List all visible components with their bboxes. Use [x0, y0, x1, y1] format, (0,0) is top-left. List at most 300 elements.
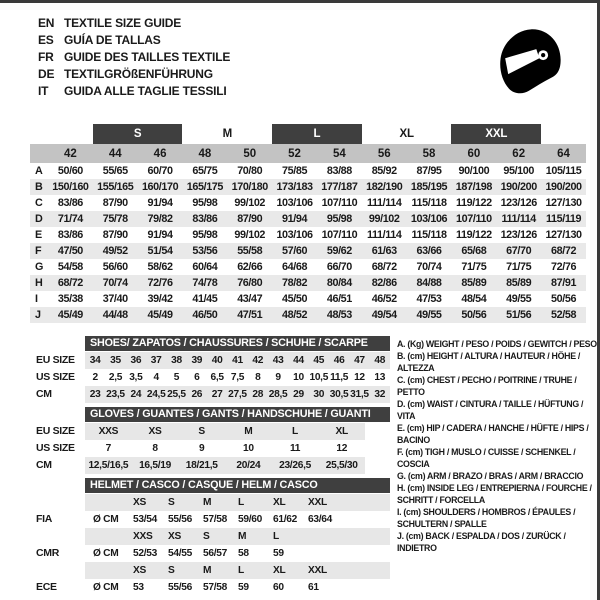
measurement-value: 59	[273, 548, 284, 559]
measurement-value: 50/60	[57, 165, 83, 177]
size-cell: 12,5/16,5	[88, 460, 129, 471]
size-number-cell: 58	[407, 144, 452, 163]
size-cell: 47	[354, 355, 365, 366]
measurement-value: 123/126	[500, 197, 537, 209]
legend-item: J. (cm) BACK / ESPALDA / DOS / ZURÜCK / INDIETRO	[397, 531, 566, 553]
size-row	[30, 369, 392, 386]
measurement-value: 78/82	[272, 275, 317, 291]
measurement-row	[30, 259, 586, 275]
measurement-value: 48/54	[461, 293, 487, 305]
measurement-value: 85/89	[496, 275, 541, 291]
measurement-value: 55/56	[168, 514, 192, 525]
row-label: EU SIZE	[36, 425, 75, 437]
measurement-value: 58/62	[147, 261, 173, 273]
size-group-cell	[541, 124, 586, 144]
size-cell: 39	[191, 355, 203, 366]
size-cell: 11	[289, 443, 301, 454]
measurement-value: 46/51	[326, 293, 352, 305]
guide-title-text: GUIDE DES TAILLES TEXTILE	[64, 50, 231, 64]
size-cell: 38	[171, 355, 182, 366]
size-cell: 48	[374, 355, 386, 366]
measurement-row	[30, 243, 586, 259]
measurement-value: 119/122	[456, 229, 492, 241]
measurement-letter: C	[35, 197, 43, 209]
measurement-value: 72/76	[551, 261, 577, 273]
measurement-value: 103/106	[276, 229, 313, 241]
measurement-value: 103/106	[407, 211, 452, 227]
measurement-value: 62/66	[237, 261, 263, 273]
size-cell: M	[244, 426, 253, 437]
measurement-value: 47/53	[416, 293, 442, 305]
measurement-value: 51/56	[496, 307, 541, 323]
measurement-value: 95/98	[192, 197, 218, 209]
size-cell: 43	[272, 355, 284, 366]
measurement-value: 67/70	[496, 243, 541, 259]
measurement-value: 111/114	[496, 211, 541, 227]
size-cell: 12	[354, 372, 365, 383]
measurement-value: 85/92	[371, 165, 397, 177]
helmet-data-row	[30, 579, 392, 596]
size-cell: M	[238, 531, 247, 542]
measurement-row	[30, 163, 586, 179]
size-cell: S	[168, 565, 175, 576]
measurement-value: 48/53	[317, 307, 362, 323]
size-cell: 6,5	[210, 372, 224, 383]
measurement-row	[30, 291, 586, 307]
measurement-value: 63/66	[407, 243, 452, 259]
size-number-cell: 64	[541, 144, 586, 163]
measurement-value: 72/76	[138, 275, 183, 291]
measurement-value: 70/80	[237, 165, 263, 177]
measurement-value: 45/50	[282, 293, 308, 305]
measurement-value: 170/180	[227, 179, 272, 195]
language-title	[38, 83, 230, 100]
size-cell: XS	[148, 426, 162, 437]
measurement-value: 75/85	[282, 165, 308, 177]
size-cell: XL	[273, 497, 286, 508]
size-number-cell: 48	[182, 144, 227, 163]
size-cell: XXL	[308, 565, 327, 576]
size-cell: XL	[273, 565, 286, 576]
size-cell: 25,5/30	[325, 460, 358, 471]
measurement-value: 91/94	[147, 197, 173, 209]
measurement-value: 39/42	[147, 293, 173, 305]
guide-title-text: GUÍA DE TALLAS	[64, 33, 161, 47]
measurement-value: 35/38	[57, 293, 83, 305]
measurement-value: 173/183	[272, 179, 317, 195]
measurement-value: 52/58	[541, 307, 586, 323]
measurement-value: 61	[308, 582, 319, 593]
size-number-cell: 46	[138, 144, 183, 163]
measurement-value: 60/70	[147, 165, 173, 177]
measurement-value: 182/190	[362, 179, 407, 195]
size-cell: 8	[255, 372, 261, 383]
size-group-cell: M	[222, 128, 232, 140]
helmet-table	[30, 478, 392, 596]
size-cell: 8	[152, 443, 158, 454]
measurement-value: 56/57	[203, 548, 227, 559]
row-label: CM	[36, 388, 52, 400]
measurement-value: 54/58	[57, 261, 83, 273]
measurement-value: 52/53	[133, 548, 157, 559]
measurement-value: 65/75	[192, 165, 218, 177]
measurement-value: 71/75	[506, 261, 532, 273]
diameter-unit: Ø CM	[93, 548, 119, 559]
measurement-value: 83/86	[57, 229, 83, 241]
measurement-value: 45/49	[138, 307, 183, 323]
measurement-value: 115/118	[411, 197, 447, 209]
size-cell: 13	[374, 372, 386, 383]
measurement-value: 65/68	[451, 243, 496, 259]
size-row	[30, 386, 392, 403]
measurement-value: 123/126	[500, 229, 537, 241]
legend-item: F. (cm) TIGH / MUSLO / CUISSE / SCHENKEL / COSCIA	[397, 447, 576, 469]
size-cell: 44	[293, 355, 304, 366]
legend-item: D. (cm) WAIST / CINTURA / TAILLE / HÜFTUNG / VITA	[397, 399, 584, 421]
legend-item: I. (cm) SHOULDERS / HOMBROS / ÉPAULES / SCHULTERN / SPALLE	[397, 507, 576, 529]
measurement-value: 190/200	[496, 179, 541, 195]
size-cell: L	[273, 531, 279, 542]
measurement-value: 95/98	[192, 229, 218, 241]
measurement-value: 177/187	[317, 179, 362, 195]
measurement-value: 46/52	[371, 293, 397, 305]
size-cell: S	[198, 426, 205, 437]
diameter-unit: Ø CM	[93, 582, 119, 593]
size-cell: 9	[198, 443, 205, 454]
measurement-value: 49/55	[407, 307, 452, 323]
size-cell: 9	[275, 372, 281, 383]
measurement-letter: J	[30, 307, 48, 323]
measurement-value: 61/63	[362, 243, 407, 259]
measurement-value: 37/40	[102, 293, 128, 305]
size-cell: 35	[110, 355, 121, 366]
measurement-value: 49/52	[93, 243, 138, 259]
shoes-table-title: SHOES/ ZAPATOS / CHAUSSURES / SCHUHE / SCARPE	[85, 336, 390, 351]
measurement-value: 47/50	[48, 243, 93, 259]
measurement-value: 75/78	[93, 211, 138, 227]
row-label: EU SIZE	[36, 354, 75, 366]
measurement-value: 53/56	[182, 243, 227, 259]
size-cell: 45	[313, 355, 325, 366]
size-cell: 10	[293, 372, 304, 383]
measurement-value: 127/130	[545, 197, 582, 209]
measurement-value: 66/70	[326, 261, 352, 273]
measurement-value: 70/74	[93, 275, 138, 291]
size-row	[30, 440, 392, 457]
language-code: EN	[38, 16, 55, 30]
size-cell: 30,5	[329, 389, 349, 400]
measurement-value: 54/55	[168, 548, 192, 559]
diameter-unit: Ø CM	[93, 514, 119, 525]
measurement-value: 105/115	[545, 165, 582, 177]
measurement-value: 68/72	[371, 261, 397, 273]
measurement-value: 68/72	[48, 275, 93, 291]
measurement-letter: A	[35, 165, 43, 177]
size-cell: M	[203, 565, 212, 576]
measurement-row	[30, 275, 586, 291]
size-cell: 27	[211, 389, 223, 400]
size-cell: 11,5	[330, 372, 349, 383]
measurement-value: 150/160	[48, 179, 93, 195]
size-cell: 2,5	[108, 372, 123, 383]
size-number-cell: 54	[317, 144, 362, 163]
measurement-value: 41/45	[192, 293, 218, 305]
size-cell: 6	[194, 372, 200, 383]
measurement-value: 48/52	[272, 307, 317, 323]
measurement-letter: F	[30, 243, 48, 259]
language-code: FR	[38, 50, 54, 64]
size-cell: 32	[374, 389, 386, 400]
measurement-value: 61/62	[273, 514, 297, 525]
size-cell: 23	[89, 389, 101, 400]
size-cell: 23,5	[106, 389, 125, 400]
legend-item: B. (cm) HEIGHT / ALTURA / HAUTEUR / HÖHE / ALTEZZA	[397, 351, 581, 373]
measurement-value: 165/175	[182, 179, 227, 195]
language-code: IT	[38, 84, 49, 98]
helmet-icon	[493, 21, 569, 103]
size-cell: 20/24	[236, 460, 261, 471]
shoes-table	[30, 336, 392, 403]
measurement-value: 84/88	[407, 275, 452, 291]
measurement-row	[30, 227, 586, 243]
guide-title-text: TEXTILGRÖßENFÜHRUNG	[64, 67, 213, 81]
size-number-cell: 52	[272, 144, 317, 163]
measurement-value: 90/100	[458, 165, 490, 177]
helmet-size-row	[30, 562, 392, 579]
size-cell: 3,5	[129, 372, 143, 383]
measurement-value: 70/74	[416, 261, 442, 273]
measurement-value: 87/90	[102, 229, 128, 241]
size-cell: 28	[252, 389, 264, 400]
size-number-cell: 42	[48, 144, 93, 163]
guide-title-text: TEXTILE SIZE GUIDE	[64, 16, 182, 30]
size-cell: 41	[232, 355, 243, 366]
size-number-cell: 56	[362, 144, 407, 163]
size-cell: 10,5	[309, 372, 329, 383]
size-cell: 40	[211, 355, 223, 366]
measurement-value: 79/82	[138, 211, 183, 227]
size-group-row	[30, 124, 586, 144]
size-cell: XXL	[308, 497, 327, 508]
measurement-value: 74/78	[182, 275, 227, 291]
measurement-value: 43/47	[237, 293, 263, 305]
language-title	[38, 49, 230, 66]
size-cell: XXS	[133, 531, 153, 542]
measurement-value: 56/60	[102, 261, 128, 273]
size-cell: 2	[92, 372, 98, 383]
measurement-value: 187/198	[451, 179, 496, 195]
size-number-cell: 62	[496, 144, 541, 163]
language-title	[38, 32, 230, 49]
measurement-value: 87/90	[102, 197, 128, 209]
measurement-value: 59	[238, 582, 249, 593]
size-cell: 24	[130, 389, 142, 400]
measurement-value: 83/86	[57, 197, 83, 209]
legend-item: A. (Kg) WEIGHT / PESO / POIDS / GEWITCH / PESO	[397, 339, 597, 349]
size-cell: L	[238, 497, 244, 508]
helmet-data-row	[30, 511, 392, 528]
size-cell: XL	[335, 426, 348, 437]
measurement-letter: B	[30, 179, 48, 195]
measurement-value: 95/98	[317, 211, 362, 227]
language-title-list	[38, 15, 230, 100]
measurement-value: 47/51	[227, 307, 272, 323]
measurement-value: 64/68	[282, 261, 308, 273]
measurement-legend	[397, 338, 597, 554]
measurement-value: 91/94	[147, 229, 173, 241]
language-code: ES	[38, 33, 54, 47]
measurement-value: 107/110	[321, 229, 358, 241]
measurement-value: 55/58	[227, 243, 272, 259]
guide-title-text: GUIDA ALLE TAGLIE TESSILI	[64, 84, 227, 98]
size-number-cell: 44	[93, 144, 138, 163]
size-row	[30, 457, 392, 474]
helmet-size-row	[30, 528, 392, 545]
measurement-value: 53/54	[133, 514, 157, 525]
measurement-row	[30, 211, 586, 227]
measurement-value: 99/102	[234, 197, 266, 209]
size-number-cell: 60	[451, 144, 496, 163]
size-cell: XS	[133, 565, 146, 576]
helmet-data-row	[30, 545, 392, 562]
measurement-value: 71/75	[461, 261, 487, 273]
measurement-value: 80/84	[317, 275, 362, 291]
measurement-value: 53	[133, 582, 144, 593]
gloves-table-title: GLOVES / GUANTES / GANTS / HANDSCHUHE / GUANTI	[85, 407, 390, 422]
measurement-value: 60/64	[192, 261, 218, 273]
size-cell: 28,5	[268, 389, 288, 400]
measurement-value: 127/130	[545, 229, 582, 241]
size-number-cell: 50	[227, 144, 272, 163]
standard-label: CMR	[36, 547, 60, 559]
legend-item: C. (cm) CHEST / PECHO / POITRINE / TRUHE / PETTO	[397, 375, 577, 397]
measurement-value: 185/195	[407, 179, 452, 195]
size-cell: 36	[130, 355, 142, 366]
measurement-value: 63/64	[308, 514, 332, 525]
size-cell: 18/21,5	[185, 460, 218, 471]
size-cell: 12	[336, 443, 348, 454]
measurement-letter: G	[35, 261, 43, 273]
size-cell: 37	[150, 355, 162, 366]
language-code: DE	[38, 67, 55, 81]
size-cell: 5	[173, 372, 180, 383]
measurement-value: 55/56	[168, 582, 192, 593]
gloves-table	[30, 407, 392, 474]
measurement-letter: D	[30, 211, 48, 227]
measurement-value: 115/118	[411, 229, 447, 241]
measurement-letter: H	[30, 275, 48, 291]
size-cell: S	[203, 531, 210, 542]
size-group-cell: L	[272, 124, 362, 144]
measurement-value: 83/86	[182, 211, 227, 227]
size-group-cell: XXL	[451, 124, 541, 144]
measurement-value: 49/54	[362, 307, 407, 323]
clothing-size-table	[30, 124, 586, 323]
language-title	[38, 66, 230, 83]
measurement-value: 99/102	[362, 211, 407, 227]
size-cell: 7	[105, 443, 112, 454]
size-number-row	[30, 144, 586, 163]
helmet-table-title: HELMET / CASCO / CASQUE / HELM / CASCO	[85, 478, 390, 493]
row-label: US SIZE	[36, 371, 75, 383]
measurement-value: 190/200	[541, 179, 586, 195]
size-group-cell	[48, 124, 93, 144]
size-cell: L	[292, 426, 298, 437]
size-cell: 31,5	[350, 389, 369, 400]
measurement-value: 44/48	[93, 307, 138, 323]
measurement-value: 83/88	[326, 165, 352, 177]
size-cell: M	[203, 497, 212, 508]
measurement-value: 57/58	[203, 582, 227, 593]
measurement-value: 87/91	[541, 275, 586, 291]
measurement-value: 51/54	[138, 243, 183, 259]
legend-item: E. (cm) HIP / CADERA / HANCHE / HÜFTE / HIPS / BACINO	[397, 423, 589, 445]
measurement-letter: E	[35, 229, 42, 241]
size-group-cell: S	[93, 124, 183, 144]
legend-item: H. (cm) INSIDE LEG / ENTREPIERNA / FOURCHE / SCHRITT / FORCELLA	[397, 483, 592, 505]
size-row	[30, 423, 392, 440]
size-cell: 34	[89, 355, 101, 366]
measurement-value: 45/49	[48, 307, 93, 323]
row-label: US SIZE	[36, 442, 75, 454]
size-cell: XXS	[98, 426, 119, 437]
measurement-value: 107/110	[451, 211, 496, 227]
measurement-value: 160/170	[138, 179, 183, 195]
measurement-value: 87/90	[227, 211, 272, 227]
measurement-value: 95/100	[503, 165, 534, 177]
measurement-value: 155/165	[93, 179, 138, 195]
size-cell: 25,5	[167, 389, 186, 400]
measurement-value: 115/119	[541, 211, 586, 227]
measurement-value: 103/106	[276, 197, 313, 209]
measurement-value: 57/58	[203, 514, 227, 525]
standard-label: FIA	[36, 513, 53, 525]
size-cell: 24,5	[146, 389, 166, 400]
standard-label: ECE	[36, 581, 57, 593]
measurement-value: 85/89	[451, 275, 496, 291]
measurement-value: 46/50	[182, 307, 227, 323]
size-cell: 7,5	[230, 372, 245, 383]
language-title	[38, 15, 230, 32]
size-cell: 30	[313, 389, 325, 400]
legend-item: G. (cm) ARM / BRAZO / BRAS / ARM / BRACCIO	[397, 471, 584, 481]
size-cell: 46	[333, 355, 345, 366]
measurement-value: 59/60	[238, 514, 262, 525]
size-cell: L	[238, 565, 244, 576]
measurement-value: 68/72	[541, 243, 586, 259]
size-cell: 26	[191, 389, 203, 400]
size-cell: 42	[252, 355, 264, 366]
helmet-size-row	[30, 494, 392, 511]
size-cell: 27,5	[228, 389, 247, 400]
size-cell: 29	[293, 389, 304, 400]
size-cell: 16,5/19	[139, 460, 171, 471]
size-group-cell: XL	[399, 128, 414, 140]
measurement-value: 60	[273, 582, 284, 593]
measurement-value: 55/65	[102, 165, 128, 177]
row-label: CM	[36, 459, 52, 471]
measurement-row	[30, 179, 586, 195]
size-cell: XS	[133, 497, 146, 508]
measurement-value: 58	[238, 548, 249, 559]
size-cell: 4	[153, 372, 159, 383]
size-cell: S	[168, 497, 175, 508]
measurement-value: 57/60	[272, 243, 317, 259]
measurement-value: 107/110	[321, 197, 358, 209]
size-cell: 10	[242, 443, 254, 454]
measurement-letter: I	[35, 293, 38, 305]
measurement-value: 91/94	[272, 211, 317, 227]
